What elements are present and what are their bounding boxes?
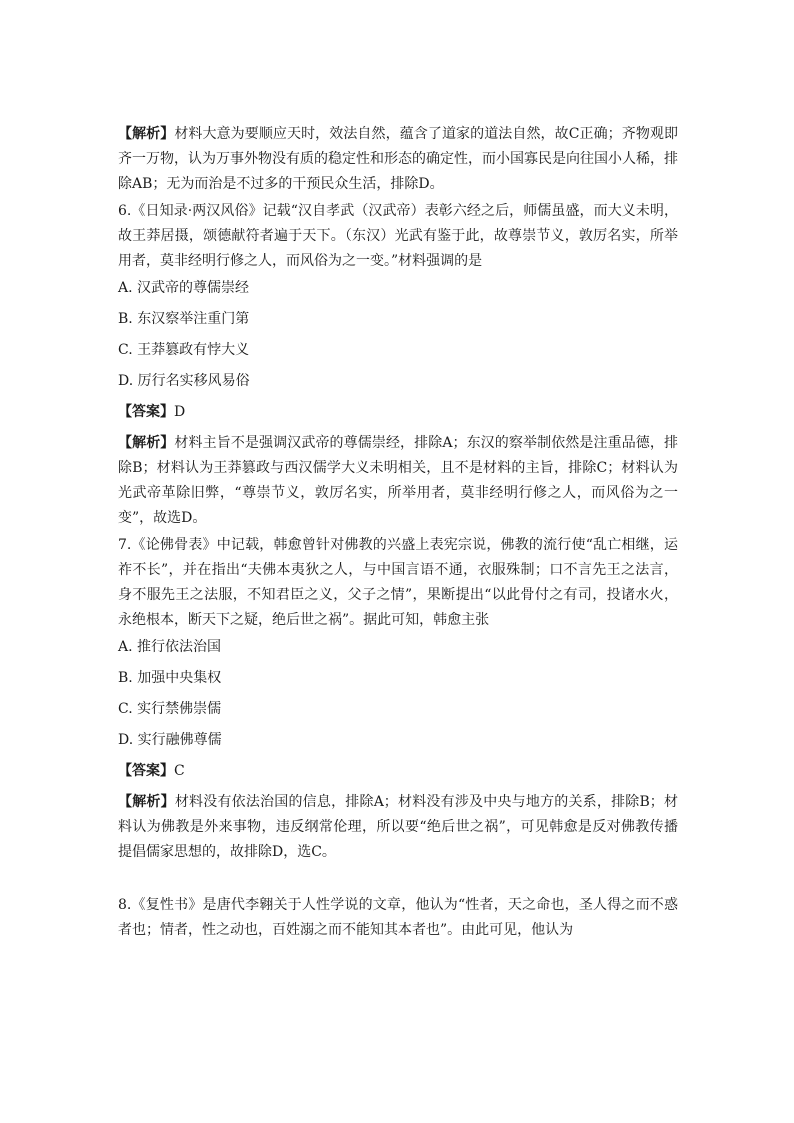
q7-option-c: C. 实行禁佛崇儒 <box>118 701 222 717</box>
analysis-text: 材料没有依法治国的信息，排除A；材料没有涉及中央与地方的关系，排除B；材料认为佛教是外来事物，违反纲常伦理，所以要“绝后世之祸”，可见韩愈是反对佛教传播提倡儒家思想的，故排除D，选C。 <box>118 794 678 860</box>
analysis-tag: 【解析】 <box>118 435 175 451</box>
analysis-text: 材料主旨不是强调汉武帝的尊儒崇经，排除A；东汉的察举制依然是注重品德，排除B；材料认为王莽篡政与西汉儒学大义未明相关，且不是材料的主旨，排除C；材料认为光武帝革除旧弊，“尊崇节义，敦厉名实，所举用者，莫非经明行修之人，而风俗为之一变”，故选D。 <box>118 435 679 526</box>
q8-stem: 8.《复性书》是唐代李翱关于人性学说的文章，他认为“性者，天之命也，圣人得之而不惑者也；情者，性之动也，百姓溺之而不能知其本者也”。由此可见，他认为 <box>118 897 678 938</box>
answer-value: C <box>174 763 185 779</box>
answer-tag: 【答案】 <box>118 404 174 420</box>
q6-analysis <box>118 431 678 531</box>
q7-stem: 7.《论佛骨表》中记载，韩愈曾针对佛教的兴盛上表宪宗说，佛教的流行使“乱亡相继，运祚不长”，并在指出“夫佛本夷狄之人，与中国言语不通，衣服殊制；口不言先王之法言，身不服先王之法服，不知君臣之义，父子之情”，果断提出“以此骨付之有司，投诸水火，永绝根本，断天下之疑，绝后世之祸”。据此可知，韩愈主张 <box>118 537 678 628</box>
q6-option-d: D. 厉行名实移风易俗 <box>118 373 250 389</box>
document-page <box>118 122 678 945</box>
q7-analysis <box>118 790 678 865</box>
analysis-tag: 【解析】 <box>118 794 175 810</box>
spacer <box>118 867 678 893</box>
q5-analysis <box>118 122 678 197</box>
answer-tag: 【答案】 <box>118 763 174 779</box>
q7-option-b: B. 加强中央集权 <box>118 670 222 686</box>
q7-option-d: D. 实行融佛尊儒 <box>118 732 222 748</box>
analysis-text: 材料大意为要顺应天时，效法自然，蕴含了道家的道法自然，故C正确；齐物观即齐一万物，认为万事外物没有质的稳定性和形态的确定性，而小国寡民是向往国小人稀，排除AB；无为而治是不过多的干预民众生活，排除D。 <box>118 126 678 192</box>
q6-stem: 6.《日知录·两汉风俗》记载“汉自孝武（汉武帝）表彰六经之后，师儒虽盛，而大义未明，故王莽居摄，颂德献符者遍于天下。（东汉）光武有鉴于此，故尊崇节义，敦厉名实，所举用者，莫非经明行修之人，而风俗为之一变。”材料强调的是 <box>118 203 678 269</box>
q6-answer <box>118 400 678 425</box>
q7-option-a: A. 推行依法治国 <box>118 639 222 655</box>
q6-option-b: B. 东汉察举注重门第 <box>118 311 250 327</box>
q7-answer <box>118 759 678 784</box>
q6-option-a: A. 汉武帝的尊儒崇经 <box>118 280 250 296</box>
analysis-tag: 【解析】 <box>118 126 175 142</box>
q6-option-c: C. 王莽篡政有悖大义 <box>118 342 250 358</box>
answer-value: D <box>174 404 186 420</box>
